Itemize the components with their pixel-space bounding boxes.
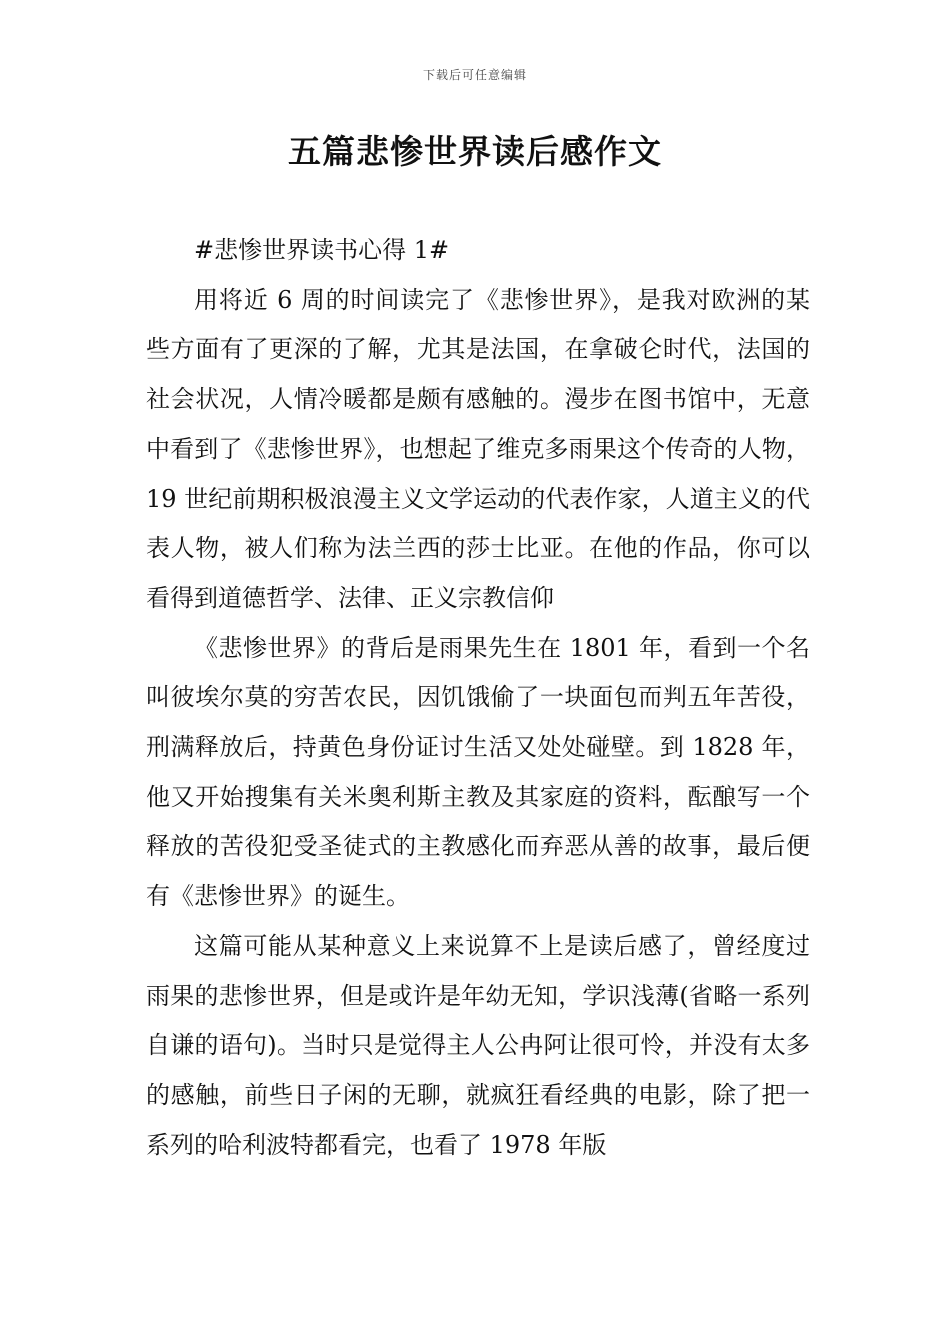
paragraph-3: 这篇可能从某种意义上来说算不上是读后感了，曾经度过雨果的悲惨世界，但是或许是年幼无知，学识浅薄(省略一系列自谦的语句)。当时只是觉得主人公冉阿让很可怜，并没有太多的感触，前些日子闲的无聊，就疯狂看经典的电影，除了把一系列的哈利波特都看完，也看了 1978 年版 [146, 931, 810, 1159]
header-note: 下载后可任意编辑 [422, 68, 527, 82]
page-title: 五篇悲惨世界读后感作文 [288, 132, 662, 171]
document-body [146, 226, 810, 1170]
section-heading: #悲惨世界读书心得 1# [194, 236, 450, 264]
paragraph-1: 用将近 6 周的时间读完了《悲惨世界》，是我对欧洲的某些方面有了更深的了解，尤其是法国，在拿破仑时代，法国的社会状况，人情冷暖都是颇有感触的。漫步在图书馆中，无意中看到了《悲惨世界》，也想起了维克多雨果这个传奇的人物，19 世纪前期积极浪漫主义文学运动的代表作家，人道主义的代表人物，被人们称为法兰西的莎士比亚。在他的作品，你可以看得到道德哲学、法律、正义宗教信仰 [146, 285, 810, 612]
paragraph-2: 《悲惨世界》的背后是雨果先生在 1801 年，看到一个名叫彼埃尔莫的穷苦农民，因饥饿偷了一块面包而判五年苦役，刑满释放后，持黄色身份证讨生活又处处碰壁。到 1828 年，他又开始搜集有关米奥利斯主教及其家庭的资料，酝酿写一个释放的苦役犯受圣徒式的主教感化而弃恶从善的故事，最后便有《悲惨世界》的诞生。 [146, 633, 810, 911]
